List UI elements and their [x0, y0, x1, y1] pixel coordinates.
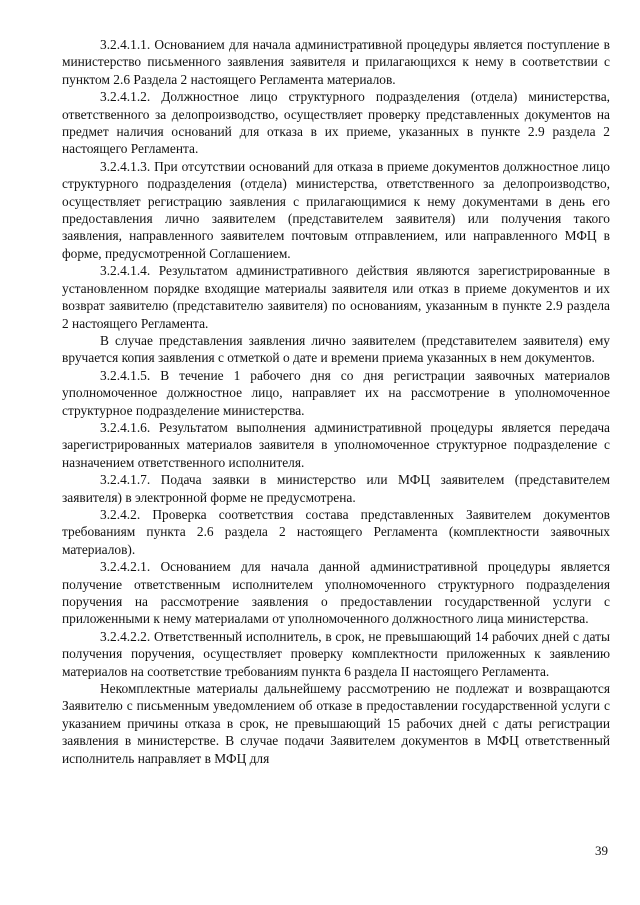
paragraph-incomplete-materials: Некомплектные материалы дальнейшему рассмотрению не подлежат и возвращаются Заявителю с письменным уведомлением об отказе в предоставлении государственной услуги с указанием причины отказа в срок, не превышающий 15 рабочих дней с даты регистрации заявления в министерстве. В случае подачи Заявителем документов в МФЦ ответственный исполнитель направляет в МФЦ для [62, 681, 610, 766]
paragraph-3-2-4-1-1: 3.2.4.1.1. Основанием для начала административной процедуры является поступление в министерство письменного заявления заявителя и прилагающихся к нему в соответствии с пунктом 2.6 Раздела 2 настоящего Регламента материалов. [62, 37, 610, 87]
paragraph-3-2-4-1-6: 3.2.4.1.6. Результатом выполнения административной процедуры является передача зарегистрированных материалов заявителя в уполномоченное структурное подразделение с назначением ответственного исполнителя. [62, 419, 610, 470]
paragraph-personal-submission: В случае представления заявления лично заявителем (представителем заявителя) ему вручается копия заявления с отметкой о дате и времени приема указанных в нем документов. [62, 332, 610, 366]
paragraph-3-2-4-2-1: 3.2.4.2.1. Основанием для начала данной административной процедуры является получение ответственным исполнителем уполномоченного структурного подразделения поручения на рассмотрение заявления о предоставлении государственной услуги с приложенными к нему материалами от уполномоченного должностного лица министерства. [62, 559, 610, 627]
paragraph-3-2-4-2: 3.2.4.2. Проверка соответствия состава представленных Заявителем документов требованиям пункта 2.6 раздела 2 настоящего Регламента (комплектности заявочных материалов). [62, 506, 610, 557]
paragraph-3-2-4-1-5: 3.2.4.1.5. В течение 1 рабочего дня со дня регистрации заявочных материалов уполномоченное должностное лицо, направляет их на рассмотрение в уполномоченное структурное подразделение министерства. [62, 367, 610, 418]
paragraph-3-2-4-1-4: 3.2.4.1.4. Результатом административного действия являются зарегистрированные в установленном порядке входящие материалы заявителя или отказ в приеме документов и их возврат заявителю (представителю заявителя) по основаниям, указанным в пункте 2.9 раздела 2 настоящего Регламента. [62, 263, 610, 331]
paragraph-3-2-4-1-7: 3.2.4.1.7. Подача заявки в министерство или МФЦ заявителем (представителем заявителя) в электронной форме не предусмотрена. [62, 472, 610, 505]
paragraph-3-2-4-2-2: 3.2.4.2.2. Ответственный исполнитель, в срок, не превышающий 14 рабочих дней с даты получения поручения, осуществляет проверку комплектности приложенных к заявлению материалов на соответствие требованиям пункта 6 раздела II настоящего Регламента. [62, 628, 610, 679]
page-number: 39 [595, 843, 608, 858]
paragraph-3-2-4-1-3: 3.2.4.1.3. При отсутствии оснований для отказа в приеме документов должностное лицо структурного подразделения (отдела) министерства, ответственного за делопроизводство, осуществляет регистрацию заявления с прилагающимися к нему документами в день его предоставления лично заявителем (представителем заявителя) или получения такого заявления, направленного заявителем почтовым отправлением, или направленного МФЦ в форме, предусмотренной Соглашением. [62, 158, 610, 261]
paragraph-3-2-4-1-2: 3.2.4.1.2. Должностное лицо структурного подразделения (отдела) министерства, ответственного за делопроизводство, осуществляет проверку представленных документов на предмет наличия оснований для отказа в их приеме, указанных в пункте 2.9 раздела 2 настоящего Регламента. [62, 89, 610, 157]
